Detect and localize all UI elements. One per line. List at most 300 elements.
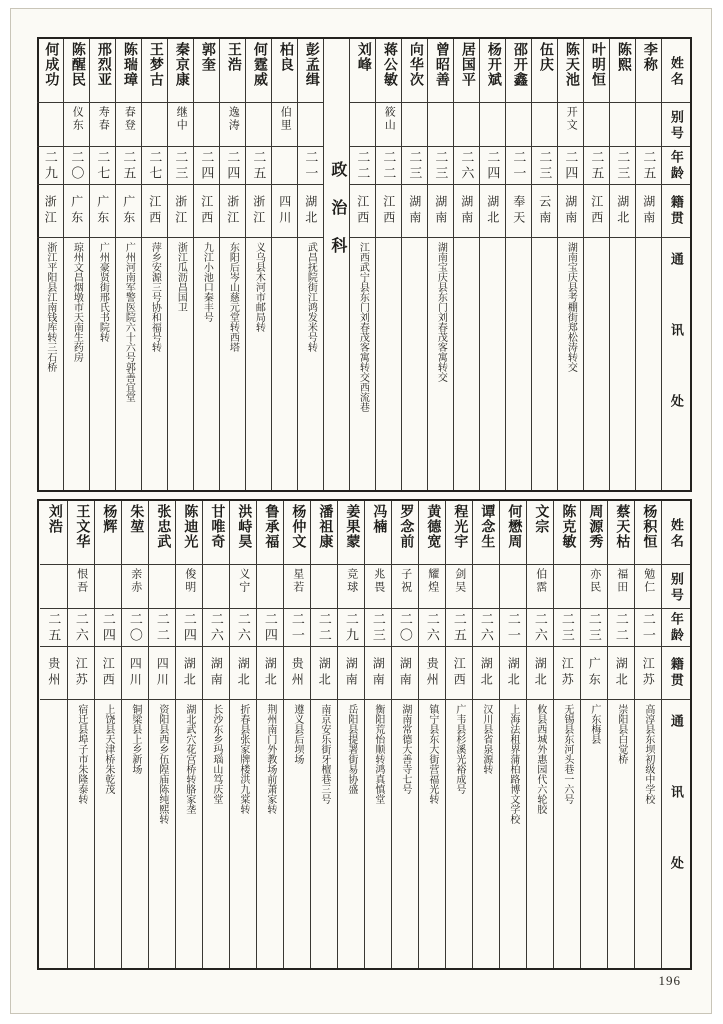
person-address: 荆州南门外教场前萧家转 (264, 704, 276, 814)
person-origin-cell (122, 647, 148, 700)
scanned-page (10, 8, 712, 1014)
person-column (526, 501, 553, 968)
header-origin-cell (662, 647, 690, 700)
person-age: 二三 (370, 611, 386, 644)
person-alias: 逸涛 (227, 106, 240, 132)
person-alias-cell (446, 565, 472, 609)
person-column (229, 501, 256, 968)
header-origin-label: 籍贯 (668, 195, 684, 227)
person-name-cell (203, 501, 229, 565)
person-name-cell (176, 501, 202, 565)
person-alias-cell (532, 103, 557, 147)
person-origin-cell (311, 647, 337, 700)
person-alias-cell (116, 103, 141, 147)
person-alias-cell (608, 565, 634, 609)
person-column (271, 39, 297, 490)
person-address-cell (392, 700, 418, 968)
person-age: 二二 (381, 149, 397, 182)
person-age: 二六 (235, 611, 251, 644)
person-address-cell (246, 238, 271, 490)
person-age-cell (284, 609, 310, 647)
person-alias-cell (142, 103, 167, 147)
person-address-cell (506, 238, 531, 490)
person-name: 黄德宽 (425, 504, 441, 549)
header-alias-cell (662, 103, 690, 147)
person-origin: 四川 (128, 657, 143, 689)
header-age-label: 年龄 (668, 149, 684, 182)
person-name-cell (392, 501, 418, 565)
person-address-cell (149, 700, 175, 968)
person-name: 蒋公敏 (381, 42, 397, 87)
person-alias-cell (365, 565, 391, 609)
person-age: 二四 (485, 149, 501, 182)
person-column (37, 39, 63, 490)
person-age-cell (584, 147, 609, 185)
person-name: 朱堃 (128, 504, 144, 534)
person-address: 崇阳县白觉桥 (615, 704, 627, 764)
person-origin-cell (635, 647, 661, 700)
person-origin-cell (581, 647, 607, 700)
person-address-cell (90, 238, 115, 490)
person-name: 杨积恒 (641, 504, 657, 549)
person-origin-cell (610, 185, 635, 238)
person-name-cell (64, 39, 89, 103)
person-column (40, 501, 67, 968)
person-alias-cell (473, 565, 499, 609)
person-origin-cell (194, 185, 219, 238)
person-name-cell (532, 39, 557, 103)
person-origin: 江西 (452, 657, 467, 689)
person-column (297, 39, 323, 490)
person-alias: 竞球 (345, 568, 358, 594)
person-column (472, 501, 499, 968)
person-age: 二一 (303, 149, 319, 182)
person-alias-cell (122, 565, 148, 609)
person-origin: 湖南 (563, 195, 578, 227)
person-age: 二三 (615, 149, 631, 182)
person-column (167, 39, 193, 490)
person-alias-cell (90, 103, 115, 147)
person-origin-cell (116, 185, 141, 238)
person-address-cell (257, 700, 283, 968)
person-address-cell (527, 700, 553, 968)
person-age-cell (194, 147, 219, 185)
person-age: 二三 (407, 149, 423, 182)
person-address-cell (454, 238, 479, 490)
person-name: 王浩 (225, 42, 241, 72)
person-column (337, 501, 364, 968)
person-origin: 四川 (277, 195, 292, 227)
person-origin: 江西 (101, 657, 116, 689)
person-age: 二二 (355, 149, 371, 182)
person-address-cell (365, 700, 391, 968)
person-name-cell (68, 501, 94, 565)
person-age: 二三 (537, 149, 553, 182)
person-address-cell (584, 238, 609, 490)
person-age-cell (168, 147, 193, 185)
person-age-cell (149, 609, 175, 647)
person-name: 秦京康 (173, 42, 189, 87)
person-age-cell (428, 147, 453, 185)
person-alias-cell (500, 565, 526, 609)
person-address-cell (95, 700, 121, 968)
person-name: 杨辉 (101, 504, 117, 534)
person-address-cell (116, 238, 141, 490)
person-origin-cell (272, 185, 297, 238)
person-name: 伍庆 (537, 42, 553, 72)
roster-frame (37, 37, 692, 970)
person-address: 江西武宁县东门刘春茂客寓转交西流巷 (357, 242, 369, 412)
person-age: 二六 (424, 611, 440, 644)
person-alias: 星若 (291, 568, 304, 594)
person-alias: 耀煌 (426, 568, 439, 594)
person-age-cell (610, 147, 635, 185)
person-origin-cell (90, 185, 115, 238)
person-name: 刘峰 (355, 42, 371, 72)
person-column (553, 501, 580, 968)
header-alias-cell (662, 565, 690, 609)
person-alias-cell (376, 103, 401, 147)
person-age-cell (376, 147, 401, 185)
person-alias: 子祝 (399, 568, 412, 594)
person-origin-cell (40, 647, 67, 700)
person-address: 遵义县后坝场 (291, 704, 303, 764)
person-alias: 春登 (123, 106, 136, 132)
header-address-cell (662, 238, 690, 490)
person-name: 彭孟缉 (303, 42, 319, 87)
person-age-cell (636, 147, 661, 185)
person-age-cell (500, 609, 526, 647)
person-origin-cell (220, 185, 245, 238)
header-address-label: 通讯处 (668, 252, 684, 465)
person-alias-cell (64, 103, 89, 147)
person-age-cell (298, 147, 323, 185)
person-address: 上海法租界蒲柏路博文学校 (507, 704, 519, 824)
person-name-cell (635, 501, 661, 565)
person-address: 广东梅县 (588, 704, 600, 744)
person-column (115, 39, 141, 490)
person-address: 义乌县木河市邮局转 (253, 242, 265, 332)
person-name: 姜果蒙 (344, 504, 360, 549)
person-origin: 江西 (147, 195, 162, 227)
person-origin: 湖北 (303, 195, 318, 227)
person-age: 二五 (251, 149, 267, 182)
person-address: 南京安乐街牙檀巷三号 (318, 704, 330, 804)
person-alias: 俊明 (183, 568, 196, 594)
person-column (310, 501, 337, 968)
person-origin: 广东 (587, 657, 602, 689)
person-alias-cell (68, 565, 94, 609)
person-age-cell (480, 147, 505, 185)
person-address-cell (272, 238, 297, 490)
person-address: 折春县张家牌楼洪九棠转 (237, 704, 249, 814)
person-age-cell (527, 609, 553, 647)
person-alias-cell (558, 103, 583, 147)
person-address-cell (298, 238, 323, 490)
header-name-label: 姓名 (668, 56, 684, 88)
person-column (245, 39, 271, 490)
person-alias-cell (149, 565, 175, 609)
person-address-cell (230, 700, 256, 968)
person-alias-cell (584, 103, 609, 147)
person-column (418, 501, 445, 968)
person-alias-cell (527, 565, 553, 609)
person-name: 何懋周 (506, 504, 522, 549)
person-address: 萍乡安源三号协和福号转 (149, 242, 161, 352)
person-address-cell (176, 700, 202, 968)
person-address-cell (554, 700, 580, 968)
person-address-cell (350, 238, 375, 490)
person-age-cell (116, 147, 141, 185)
person-origin-cell (402, 185, 427, 238)
person-origin-cell (558, 185, 583, 238)
person-address-cell (338, 700, 364, 968)
person-origin: 江西 (199, 195, 214, 227)
page-number: 196 (658, 973, 681, 988)
person-age-cell (122, 609, 148, 647)
person-origin-cell (95, 647, 121, 700)
person-alias-cell (636, 103, 661, 147)
person-column (94, 501, 121, 968)
person-origin: 湖南 (209, 657, 224, 689)
person-age-cell (272, 147, 297, 185)
person-age-cell (554, 609, 580, 647)
person-column (121, 501, 148, 968)
section-divider-label: 政治科 (328, 161, 346, 275)
person-column (148, 501, 175, 968)
person-origin: 湖北 (615, 195, 630, 227)
person-origin: 湖北 (236, 657, 251, 689)
person-origin: 湖南 (459, 195, 474, 227)
person-address-cell (500, 700, 526, 968)
person-origin: 江西 (355, 195, 370, 227)
person-name-cell (142, 39, 167, 103)
person-address: 铜梁县上乡新场 (129, 704, 141, 774)
header-name-cell (662, 501, 690, 565)
person-name-cell (608, 501, 634, 565)
person-origin-cell (64, 185, 89, 238)
person-age: 二六 (478, 611, 494, 644)
person-age-cell (532, 147, 557, 185)
person-column (391, 501, 418, 968)
person-age-cell (257, 609, 283, 647)
person-age-cell (608, 609, 634, 647)
person-name-cell (365, 501, 391, 565)
header-age-cell (662, 609, 690, 647)
person-address: 长沙东乡玛瑙山笃庆堂 (210, 704, 222, 804)
person-name: 陈迪光 (182, 504, 198, 549)
person-age-cell (635, 609, 661, 647)
person-name: 王文华 (74, 504, 90, 549)
person-origin-cell (473, 647, 499, 700)
person-alias: 伯里 (279, 106, 292, 132)
person-name: 柏良 (277, 42, 293, 72)
person-origin: 广东 (121, 195, 136, 227)
person-alias-cell (454, 103, 479, 147)
person-address: 浙江瓜沥昌国卫 (175, 242, 187, 312)
person-name: 甘唯奇 (209, 504, 225, 549)
person-alias: 恨吾 (75, 568, 88, 594)
person-address-cell (284, 700, 310, 968)
person-name: 鲁承福 (263, 504, 279, 549)
person-age-cell (506, 147, 531, 185)
person-alias: 继中 (175, 106, 188, 132)
person-name-cell (454, 39, 479, 103)
person-alias-cell (392, 565, 418, 609)
person-column (364, 501, 391, 968)
person-alias-cell (194, 103, 219, 147)
person-address-cell (635, 700, 661, 968)
person-origin-cell (338, 647, 364, 700)
person-name-cell (230, 501, 256, 565)
person-column (283, 501, 310, 968)
header-alias-label: 别号 (668, 572, 684, 604)
person-address: 湖南常德大善寺七号 (399, 704, 411, 794)
person-column (583, 39, 609, 490)
person-origin-cell (203, 647, 229, 700)
person-column (141, 39, 167, 490)
person-age: 二六 (208, 611, 224, 644)
person-name-cell (257, 501, 283, 565)
header-address-cell (662, 700, 690, 968)
person-origin-cell (419, 647, 445, 700)
person-origin: 湖北 (614, 657, 629, 689)
person-address-cell (636, 238, 661, 490)
person-address: 衡阳荒怡顺转鸿真慎堂 (372, 704, 384, 804)
person-name: 何霆威 (251, 42, 267, 87)
person-origin: 湖南 (344, 657, 359, 689)
person-name-cell (500, 501, 526, 565)
person-address-cell (428, 238, 453, 490)
person-alias-cell (554, 565, 580, 609)
person-name: 蔡天枯 (614, 504, 630, 549)
person-age-cell (37, 147, 63, 185)
person-address: 广州河南军警医院六十六号郭善宜堂 (123, 242, 135, 402)
person-age: 二六 (459, 149, 475, 182)
person-address-cell (64, 238, 89, 490)
header-age-label: 年龄 (668, 611, 684, 644)
person-name-cell (446, 501, 472, 565)
person-name: 杨开斌 (485, 42, 501, 87)
person-origin: 浙江 (43, 195, 58, 227)
person-origin: 湖北 (479, 657, 494, 689)
person-alias: 勉仁 (642, 568, 655, 594)
person-age: 二三 (559, 611, 575, 644)
person-address-cell (532, 238, 557, 490)
person-column (557, 39, 583, 490)
person-origin-cell (446, 647, 472, 700)
person-address-cell (220, 238, 245, 490)
person-origin-cell (68, 647, 94, 700)
person-address: 汉川县省泉源转 (480, 704, 492, 774)
person-age: 二五 (641, 149, 657, 182)
person-address: 武昌抚院街江鸿发米号转 (305, 242, 317, 352)
person-name-cell (473, 501, 499, 565)
person-name: 叶明恒 (589, 42, 605, 87)
person-address: 广州豪贤街邢氏书院转 (97, 242, 109, 342)
person-name: 潘祖康 (317, 504, 333, 549)
person-name-cell (149, 501, 175, 565)
person-column (349, 39, 375, 490)
person-column (580, 501, 607, 968)
person-age: 二三 (586, 611, 602, 644)
person-age-cell (338, 609, 364, 647)
person-address-cell (203, 700, 229, 968)
person-alias-cell (257, 565, 283, 609)
person-alias: 福田 (615, 568, 628, 594)
person-age: 二二 (613, 611, 629, 644)
person-origin-cell (37, 185, 63, 238)
person-alias: 伯霑 (534, 568, 547, 594)
person-alias-cell (635, 565, 661, 609)
person-column (193, 39, 219, 490)
person-age: 二六 (532, 611, 548, 644)
person-name: 曾昭善 (433, 42, 449, 87)
person-alias-cell (272, 103, 297, 147)
person-column (256, 501, 283, 968)
person-origin-cell (554, 647, 580, 700)
person-name-cell (272, 39, 297, 103)
person-address-cell (122, 700, 148, 968)
person-alias-cell (168, 103, 193, 147)
person-age: 二九 (343, 611, 359, 644)
person-column (479, 39, 505, 490)
person-alias: 亲赤 (129, 568, 142, 594)
person-alias-cell (246, 103, 271, 147)
person-name: 杨仲文 (290, 504, 306, 549)
person-alias-cell (506, 103, 531, 147)
person-origin-cell (376, 185, 401, 238)
person-name-cell (554, 501, 580, 565)
person-origin: 湖北 (263, 657, 278, 689)
person-origin-cell (298, 185, 323, 238)
person-name-cell (311, 501, 337, 565)
person-address: 东阳后岑山慈元堂转西塔 (227, 242, 239, 352)
person-name: 王梦古 (147, 42, 163, 87)
person-age-cell (454, 147, 479, 185)
person-age-cell (581, 609, 607, 647)
person-origin-cell (149, 647, 175, 700)
person-age: 二一 (640, 611, 656, 644)
person-address-cell (68, 700, 94, 968)
person-name: 文宗 (533, 504, 549, 534)
person-alias-cell (338, 565, 364, 609)
person-alias-cell (37, 103, 63, 147)
person-column (427, 39, 453, 490)
person-address: 湖北武穴花宫桥转胳家垄 (183, 704, 195, 814)
person-age: 二五 (121, 149, 137, 182)
person-column (445, 501, 472, 968)
person-name: 刘浩 (46, 504, 62, 534)
person-origin-cell (284, 647, 310, 700)
person-name-cell (37, 39, 63, 103)
person-origin: 湖南 (371, 657, 386, 689)
person-name: 何成功 (43, 42, 59, 87)
person-origin: 江苏 (641, 657, 656, 689)
person-alias-cell (298, 103, 323, 147)
person-address-cell (311, 700, 337, 968)
person-alias-cell (284, 565, 310, 609)
person-address-cell (37, 238, 63, 490)
person-age: 二五 (589, 149, 605, 182)
person-age-cell (311, 609, 337, 647)
person-alias-cell (40, 565, 67, 609)
person-name-cell (284, 501, 310, 565)
person-name: 谭念生 (479, 504, 495, 549)
person-origin-cell (392, 647, 418, 700)
person-origin: 湖北 (317, 657, 332, 689)
person-age-cell (558, 147, 583, 185)
